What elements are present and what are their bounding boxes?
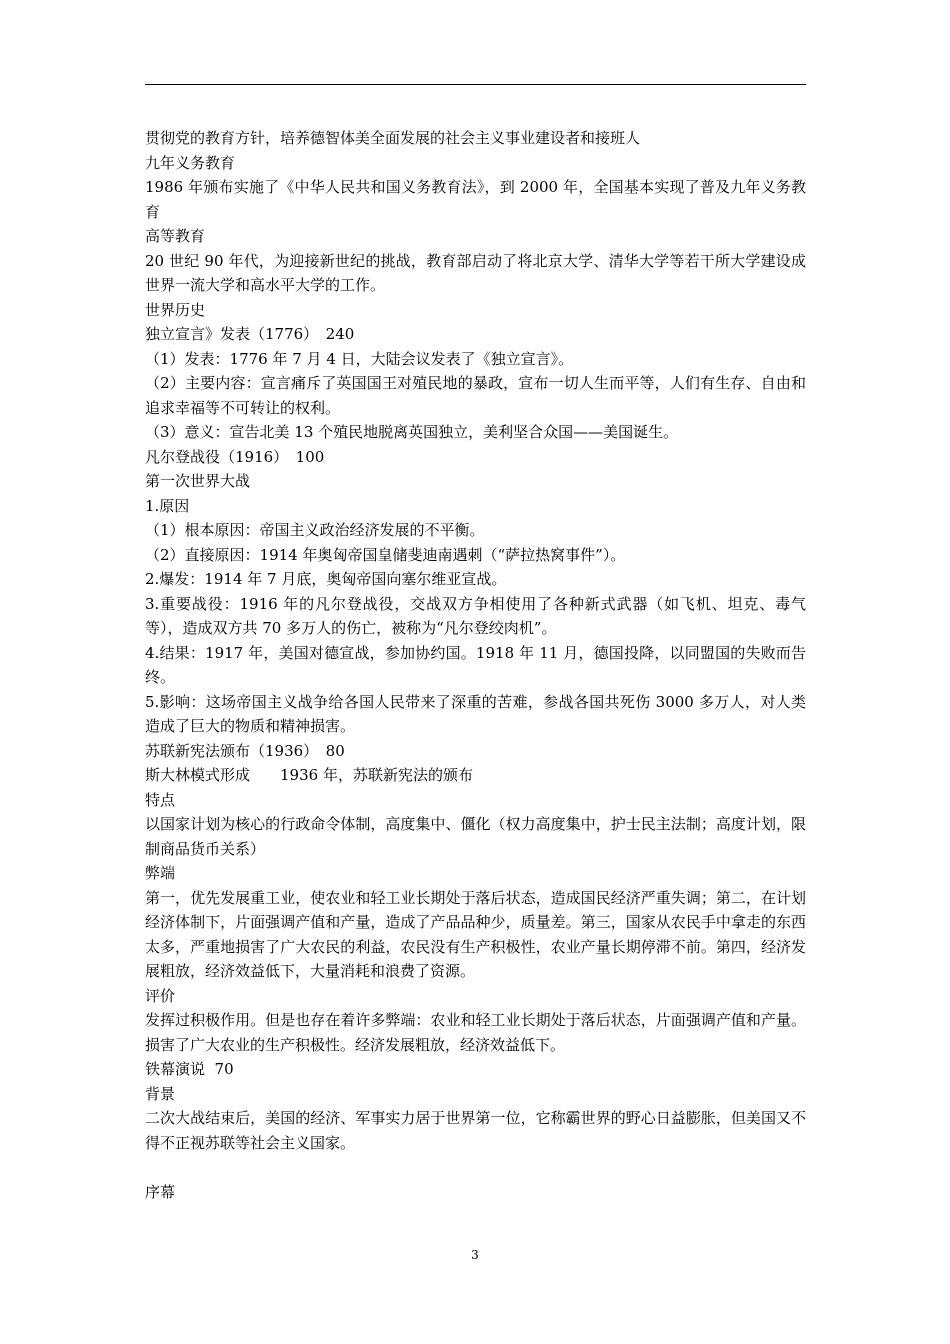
header-rule <box>145 84 806 85</box>
blank-line <box>145 1155 806 1180</box>
list-item: 5.影响：这场帝国主义战争给各国人民带来了深重的苦难，参战各国共死伤 3000 多万人，对人类造成了巨大的物质和精神损害。 <box>145 692 806 735</box>
list-item: 3.重要战役：1916 年的凡尔登战役，交战双方争相使用了各种新式武器（如飞机、坦克、毒气等），造成双方共 70 多万人的伤亡，被称为“凡尔登绞肉机”。 <box>145 594 806 637</box>
paragraph: （2）主要内容：宣言痛斥了英国国王对殖民地的暴政，宣布一切人生而平等，人们有生存、自由和追求幸福等不可转让的权利。 <box>145 374 806 417</box>
document-body <box>145 126 806 1204</box>
list-item: 1.原因 <box>145 496 190 515</box>
paragraph: （1）发表：1776 年 7 月 4 日，大陆会议发表了《独立宣言》。 <box>145 349 574 368</box>
paragraph: （2）直接原因：1914 年奥匈帝国皇储斐迪南遇刺（“萨拉热窝事件”）。 <box>145 545 626 564</box>
section-heading: 特点 <box>145 790 176 809</box>
paragraph: （1）根本原因：帝国主义政治经济发展的不平衡。 <box>145 521 485 539</box>
paragraph: （3）意义：宣告北美 13 个殖民地脱离英国独立，美利坚合众国——美国诞生。 <box>145 423 679 441</box>
section-heading: 苏联新宪法颁布（1936） 80 <box>145 741 345 760</box>
paragraph: 20 世纪 90 年代，为迎接新世纪的挑战，教育部启动了将北京大学、清华大学等若干所大学建设成世界一流大学和高水平大学的工作。 <box>145 251 806 294</box>
paragraph: 1986 年颁布实施了《中华人民共和国义务教育法》，到 2000 年，全国基本实现了普及九年义务教育 <box>145 178 806 221</box>
paragraph: 第一，优先发展重工业，使农业和轻工业长期处于落后状态，造成国民经济严重失调；第二，在计划经济体制下，片面强调产值和产量，造成了产品品种少，质量差。第三，国家从农民手中拿走的东西太多，严重地损害了广大农民的利益，农民没有生产积极性，农业产量长期停滞不前。第四，经济发展粗放，经济效益低下，大量消耗和浪费了资源。 <box>145 888 806 980</box>
section-heading: 铁幕演说 70 <box>145 1060 234 1078</box>
section-heading: 九年义务教育 <box>145 153 236 172</box>
paragraph: 以国家计划为核心的行政命令体制，高度集中、僵化（权力高度集中，护士民主法制；高度计划，限制商品货币关系） <box>145 815 806 858</box>
section-heading: 评价 <box>145 986 176 1005</box>
section-heading: 第一次世界大战 <box>145 472 251 490</box>
paragraph: 贯彻党的教育方针，培养德智体美全面发展的社会主义事业建设者和接班人 <box>145 129 641 147</box>
paragraph: 二次大战结束后，美国的经济、军事实力居于世界第一位，它称霸世界的野心日益膨胀，但美国又不得不正视苏联等社会主义国家。 <box>145 1109 806 1152</box>
section-heading: 序幕 <box>145 1182 176 1201</box>
section-heading: 弊端 <box>145 864 176 882</box>
list-item: 2.爆发：1914 年 7 月底，奥匈帝国向塞尔维亚宣战。 <box>145 570 507 588</box>
section-heading: 独立宣言》发表（1776） 240 <box>145 325 355 343</box>
section-heading: 背景 <box>145 1084 176 1103</box>
paragraph: 发挥过积极作用。但是也存在着许多弊端：农业和轻工业长期处于落后状态，片面强调产值和产量。损害了广大农业的生产积极性。经济发展粗放，经济效益低下。 <box>145 1011 806 1054</box>
section-heading: 高等教育 <box>145 227 206 245</box>
section-heading: 斯大林模式形成 1936 年，苏联新宪法的颁布 <box>145 766 473 784</box>
section-heading: 世界历史 <box>145 300 206 319</box>
page-number: 3 <box>471 1248 479 1262</box>
section-heading: 凡尔登战役（1916） 100 <box>145 447 325 466</box>
list-item: 4.结果：1917 年，美国对德宣战，参加协约国。1918 年 11 月，德国投降，以同盟国的失败而告终。 <box>145 643 806 686</box>
